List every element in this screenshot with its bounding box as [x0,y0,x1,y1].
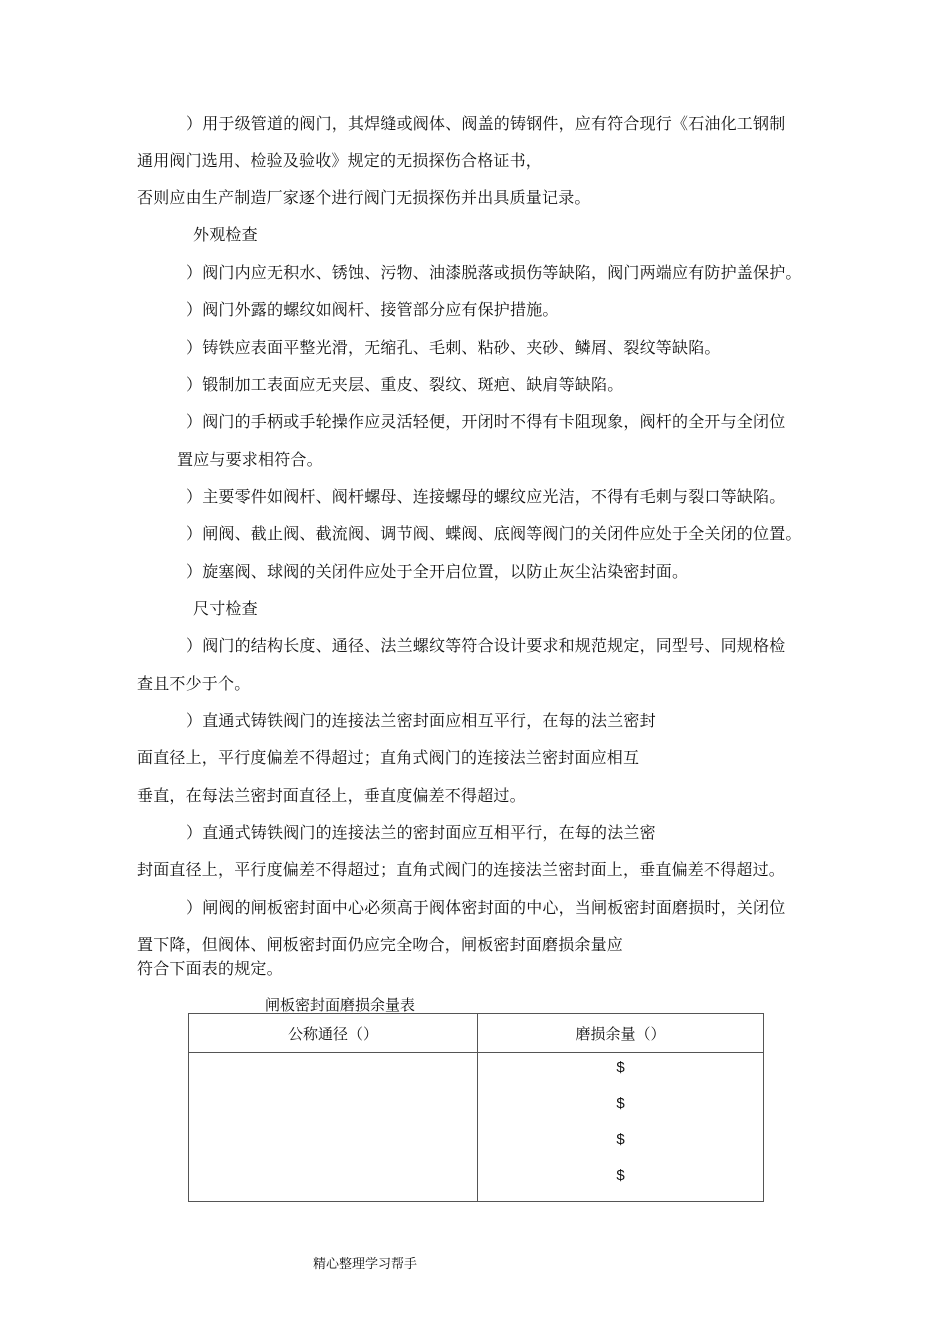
section-heading: 外观检查 [193,225,258,244]
paragraph-line: 符合下面表的规定。 [137,959,283,978]
header-nominal-diameter: 公称通径（） [189,1014,478,1053]
paragraph-line: ）闸阀、截止阀、截流阀、调节阀、蝶阀、底阀等阀门的关闭件应处于全关闭的位置。 [186,524,802,543]
paragraph-line: ）阀门的结构长度、通径、法兰螺纹等符合设计要求和规范规定，同型号、同规格检 [186,636,786,655]
paragraph-line: ）直通式铸铁阀门的连接法兰密封面应相互平行，在每的法兰密封 [186,711,656,730]
wear-allowance-cell [478,1053,764,1202]
paragraph-line: ）用于级管道的阀门，其焊缝或阀体、阀盖的铸钢件，应有符合现行《石油化工钢制 [186,114,786,133]
wear-allowance-table [188,1013,764,1202]
section-heading: 尺寸检查 [193,599,258,618]
wear-value: $ [616,1059,625,1076]
paragraph-line: ）阀门外露的螺纹如阀杆、接管部分应有保护措施。 [186,300,559,319]
paragraph-line: ）阀门的手柄或手轮操作应灵活轻便，开闭时不得有卡阻现象，阀杆的全开与全闭位 [186,412,786,431]
paragraph-line: 通用阀门选用、检验及验收》规定的无损探伤合格证书， [137,151,543,170]
table-row [189,1053,764,1202]
table-caption: 闸板密封面磨损余量表 [265,996,416,1014]
page-footer: 精心整理学习帮手 [313,1257,418,1272]
wear-value: $ [616,1131,625,1148]
paragraph-line: 查且不少于个。 [137,674,251,693]
paragraph-line: 封面直径上，平行度偏差不得超过；直角式阀门的连接法兰密封面上，垂直偏差不得超过。 [137,860,786,879]
header-wear-allowance: 磨损余量（） [478,1014,764,1053]
paragraph-line: 面直径上，平行度偏差不得超过；直角式阀门的连接法兰密封面应相互 [137,748,640,767]
paragraph-line: ）锻制加工表面应无夹层、重皮、裂纹、斑疤、缺肩等缺陷。 [186,375,624,394]
paragraph-line: ）阀门内应无积水、锈蚀、污物、油漆脱落或损伤等缺陷，阀门两端应有防护盖保护。 [186,263,802,282]
paragraph-line: 垂直，在每法兰密封面直径上，垂直度偏差不得超过。 [137,786,526,805]
paragraph-line: 置应与要求相符合。 [177,450,323,469]
paragraph-line: ）铸铁应表面平整光滑，无缩孔、毛刺、粘砂、夹砂、鳞屑、裂纹等缺陷。 [186,338,721,357]
paragraph-line: ）主要零件如阀杆、阀杆螺母、连接螺母的螺纹应光洁，不得有毛刺与裂口等缺陷。 [186,487,786,506]
paragraph-line: ）直通式铸铁阀门的连接法兰的密封面应互相平行，在每的法兰密 [186,823,656,842]
paragraph-line: 否则应由生产制造厂家逐个进行阀门无损探伤并出具质量记录。 [137,188,591,207]
paragraph-line: ）闸阀的闸板密封面中心必须高于阀体密封面的中心，当闸板密封面磨损时，关闭位 [186,898,786,917]
nominal-diameter-cell [189,1053,478,1202]
paragraph-line: ）旋塞阀、球阀的关闭件应处于全开启位置，以防止灰尘沾染密封面。 [186,562,689,581]
wear-value: $ [616,1167,625,1184]
table-header-row [189,1014,764,1053]
paragraph-line: 置下降，但阀体、闸板密封面仍应完全吻合，闸板密封面磨损余量应 [137,935,624,954]
wear-value: $ [616,1095,625,1112]
